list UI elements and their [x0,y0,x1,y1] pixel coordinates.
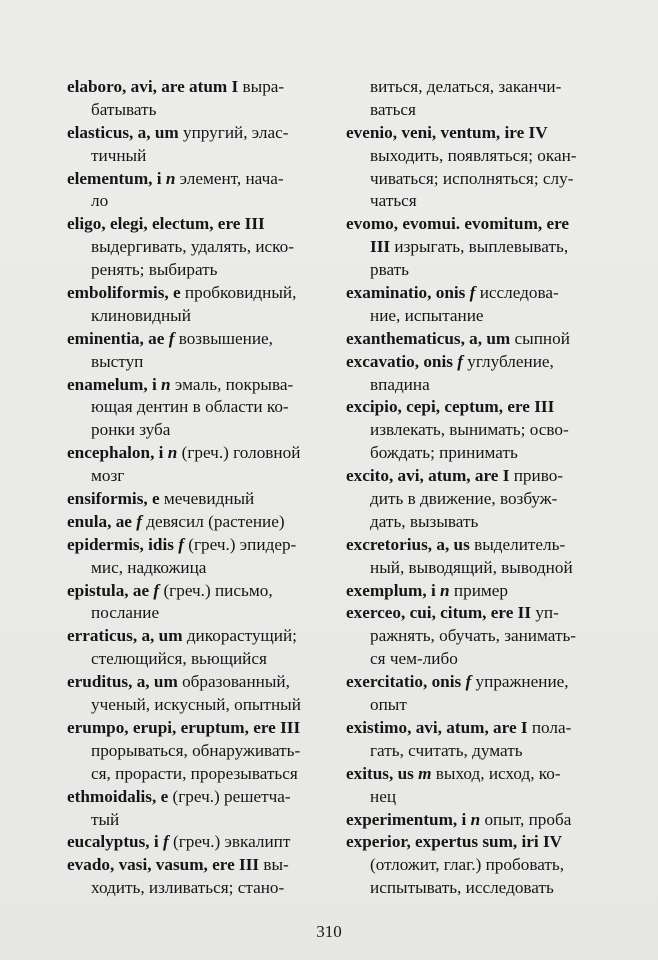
left-column [67,76,330,900]
definition-text: упражнение, [471,672,569,692]
definition-text: пробковидный, [180,283,297,303]
definition-text: выделитель- [469,534,566,554]
entry-line [346,580,606,603]
entry-line [67,213,330,236]
definition-text: образованный, [177,672,290,692]
entry-line [346,99,606,122]
headword: eligo, elegi, electum, ere III [67,214,265,234]
definition-text: изрыгать, выплевывать, [390,237,569,257]
entry-line [346,168,606,191]
definition-text: ваться [370,99,416,119]
entry-line [67,122,330,145]
entry-line [67,328,330,351]
entry-line [346,351,606,374]
entry-line [346,190,606,213]
headword: enamelum, i [67,374,157,394]
definition-text: опыт, проба [480,809,572,829]
definition-text: прорываться, обнаруживать- [91,740,301,760]
definition-text: (греч.) эпидер- [183,534,297,554]
entry-line [346,602,606,625]
gender-mark: n [156,374,171,394]
definition-text: (греч.) письмо, [159,580,273,600]
definition-text: ло [91,191,109,211]
entry-line [67,168,330,191]
entry-line [67,809,330,832]
entry-line [67,419,330,442]
definition-text: девясил (растение) [141,511,285,531]
definition-text: дить в движение, возбуж- [370,489,558,509]
entry-line [346,122,606,145]
entry-line [67,76,330,99]
definition-text: сыпной [510,328,570,348]
definition-text: ронки зуба [91,420,171,440]
entry-line [67,374,330,397]
entry-line [67,190,330,213]
gender-mark: f [465,283,476,303]
entry-line [67,854,330,877]
page-number: 310 [316,922,342,941]
headword: elementum, i [67,168,162,188]
entry-line [67,625,330,648]
entry-line [67,396,330,419]
headword: exanthematicus, a, um [346,328,511,348]
definition-text: ние, испытание [370,305,484,325]
headword: III [370,237,391,257]
definition-text: гать, считать, думать [370,740,523,760]
headword: elaboro, avi, are atum I [67,77,239,96]
definition-text: мозг [91,466,125,486]
headword: ethmoidalis, e [67,786,169,806]
gender-mark: f [452,351,463,371]
definition-text: батывать [91,99,157,119]
definition-text: (греч.) головной [177,443,301,463]
gender-mark: n [163,443,178,463]
headword: epidermis, idis [67,534,174,554]
definition-text: ный, выводящий, выводной [370,557,573,577]
entry-line [346,145,606,168]
entry-line [346,76,606,99]
headword: erraticus, a, um [67,626,183,646]
definition-text: ющая дентин в области ко- [91,397,289,417]
entry-line [346,625,606,648]
entry-line [67,740,330,763]
headword: examinatio, onis [346,283,466,303]
headword: eucalyptus, i [67,832,159,852]
definition-text: нец [370,786,397,806]
definition-text: элемент, нача- [175,168,284,188]
entry-line [67,282,330,305]
entry-line [67,877,330,900]
definition-text: опыт [370,695,407,715]
gender-mark: f [158,832,169,852]
entry-line [67,763,330,786]
entry-line [346,694,606,717]
definition-text: углубление, [462,351,554,371]
definition-text: ходить, изливаться; стано- [91,878,285,898]
entry-line [346,648,606,671]
definition-text: стелющийся, вьющийся [91,649,267,669]
entry-line [346,854,606,877]
entry-line [67,305,330,328]
headword: enula, ae [67,511,132,531]
entry-line [67,145,330,168]
entry-line [67,671,330,694]
entry-line [346,763,606,786]
definition-text: выдергивать, удалять, иско- [91,237,294,257]
definition-text: клиновидный [91,305,191,325]
entry-line [67,648,330,671]
headword: excavatio, onis [346,351,453,371]
headword: experior, expertus sum, iri IV [346,832,563,852]
headword: emboliformis, e [67,283,181,303]
entry-line [67,534,330,557]
entry-line [67,351,330,374]
gender-mark: f [149,580,160,600]
entry-line [67,557,330,580]
entry-line [346,671,606,694]
entry-line [346,831,606,854]
entry-line [67,442,330,465]
entry-line [67,236,330,259]
entry-line [346,877,606,900]
gender-mark: n [466,809,481,829]
entry-line [346,282,606,305]
entry-line [346,534,606,557]
definition-text: мечевидный [159,489,255,509]
definition-text: выход, исход, ко- [431,763,561,783]
headword: exitus, us [346,763,414,783]
gender-mark: f [173,534,184,554]
headword: exercitatio, onis [346,672,462,692]
definition-text: пример [449,580,508,600]
definition-text: выступ [91,351,144,371]
definition-text: выра- [238,77,285,96]
definition-text: испытывать, исследовать [370,878,554,898]
definition-text: (отложит, глаг.) пробовать, [370,855,565,875]
entry-line [346,488,606,511]
entry-line [67,465,330,488]
definition-text: извлекать, вынимать; осво- [370,420,569,440]
headword: evomo, evomui. evomitum, ere [346,214,570,234]
gender-mark: f [164,328,175,348]
right-column [346,76,606,900]
entry-line [346,740,606,763]
entry-line [346,465,606,488]
definition-text: приво- [509,466,564,486]
headword: encephalon, i [67,443,164,463]
definition-text: мис, надкожица [91,557,207,577]
definition-text: упругий, элас- [178,122,289,142]
entry-line [67,99,330,122]
definition-text: возвышение, [174,328,273,348]
headword: experimentum, i [346,809,467,829]
entry-line [67,259,330,282]
definition-text: ренять; выбирать [91,260,218,280]
headword: elasticus, a, um [67,122,179,142]
definition-text: (греч.) решетча- [168,786,291,806]
entry-line [346,717,606,740]
gender-mark: m [413,763,432,783]
gender-mark: n [435,580,450,600]
entry-line [346,236,606,259]
definition-text: ражнять, обучать, занимать- [370,626,577,646]
definition-text: виться, делаться, заканчи- [370,77,562,96]
entry-line [346,213,606,236]
entry-line [67,786,330,809]
gender-mark: f [131,511,142,531]
entry-line [67,511,330,534]
entry-line [346,557,606,580]
definition-text: тый [91,809,120,829]
entry-line [346,305,606,328]
definition-text: ученый, искусный, опытный [91,695,301,715]
entry-line [346,259,606,282]
entry-line [346,809,606,832]
definition-text: послание [91,603,160,623]
definition-text: бождать; принимать [370,443,518,463]
headword: epistula, ae [67,580,150,600]
entry-line [346,374,606,397]
definition-text: ся, прорасти, прорезываться [91,763,298,783]
entry-line [346,442,606,465]
headword: excretorius, a, us [346,534,470,554]
definition-text: чиваться; исполняться; слу- [370,168,574,188]
definition-text: тичный [91,145,147,165]
definition-text: чаться [370,191,417,211]
definition-text: впадина [370,374,430,394]
gender-mark: f [461,672,472,692]
headword: eminentia, ae [67,328,165,348]
definition-text: пола- [527,717,572,737]
definition-text: рвать [370,260,410,280]
headword: eruditus, a, um [67,672,178,692]
entry-line [67,717,330,740]
headword: excito, avi, atum, are I [346,466,510,486]
entry-line [67,694,330,717]
headword: excipio, cepi, ceptum, ere III [346,397,555,417]
headword: evado, vasi, vasum, ere III [67,855,260,875]
entry-line [346,786,606,809]
definition-text: вы- [259,855,289,875]
entry-line [346,511,606,534]
definition-text: эмаль, покрыва- [170,374,294,394]
definition-text: выходить, появляться; окан- [370,145,577,165]
entry-line [346,396,606,419]
headword: exemplum, i [346,580,436,600]
headword: ensiformis, e [67,489,160,509]
entry-line [67,831,330,854]
definition-text: дать, вызывать [370,511,479,531]
entry-line [346,419,606,442]
entry-line [346,328,606,351]
entry-line [67,602,330,625]
definition-text: ся чем-либо [370,649,458,669]
headword: existimo, avi, atum, are I [346,717,528,737]
entry-line [67,488,330,511]
definition-text: уп- [531,603,559,623]
headword: evenio, veni, ventum, ire IV [346,122,548,142]
entry-line [67,580,330,603]
headword: erumpo, erupi, eruptum, ere III [67,717,301,737]
definition-text: исследова- [475,283,559,303]
definition-text: дикорастущий; [182,626,297,646]
gender-mark: n [161,168,176,188]
headword: exerceo, cui, citum, ere II [346,603,532,623]
definition-text: (греч.) эвкалипт [168,832,291,852]
